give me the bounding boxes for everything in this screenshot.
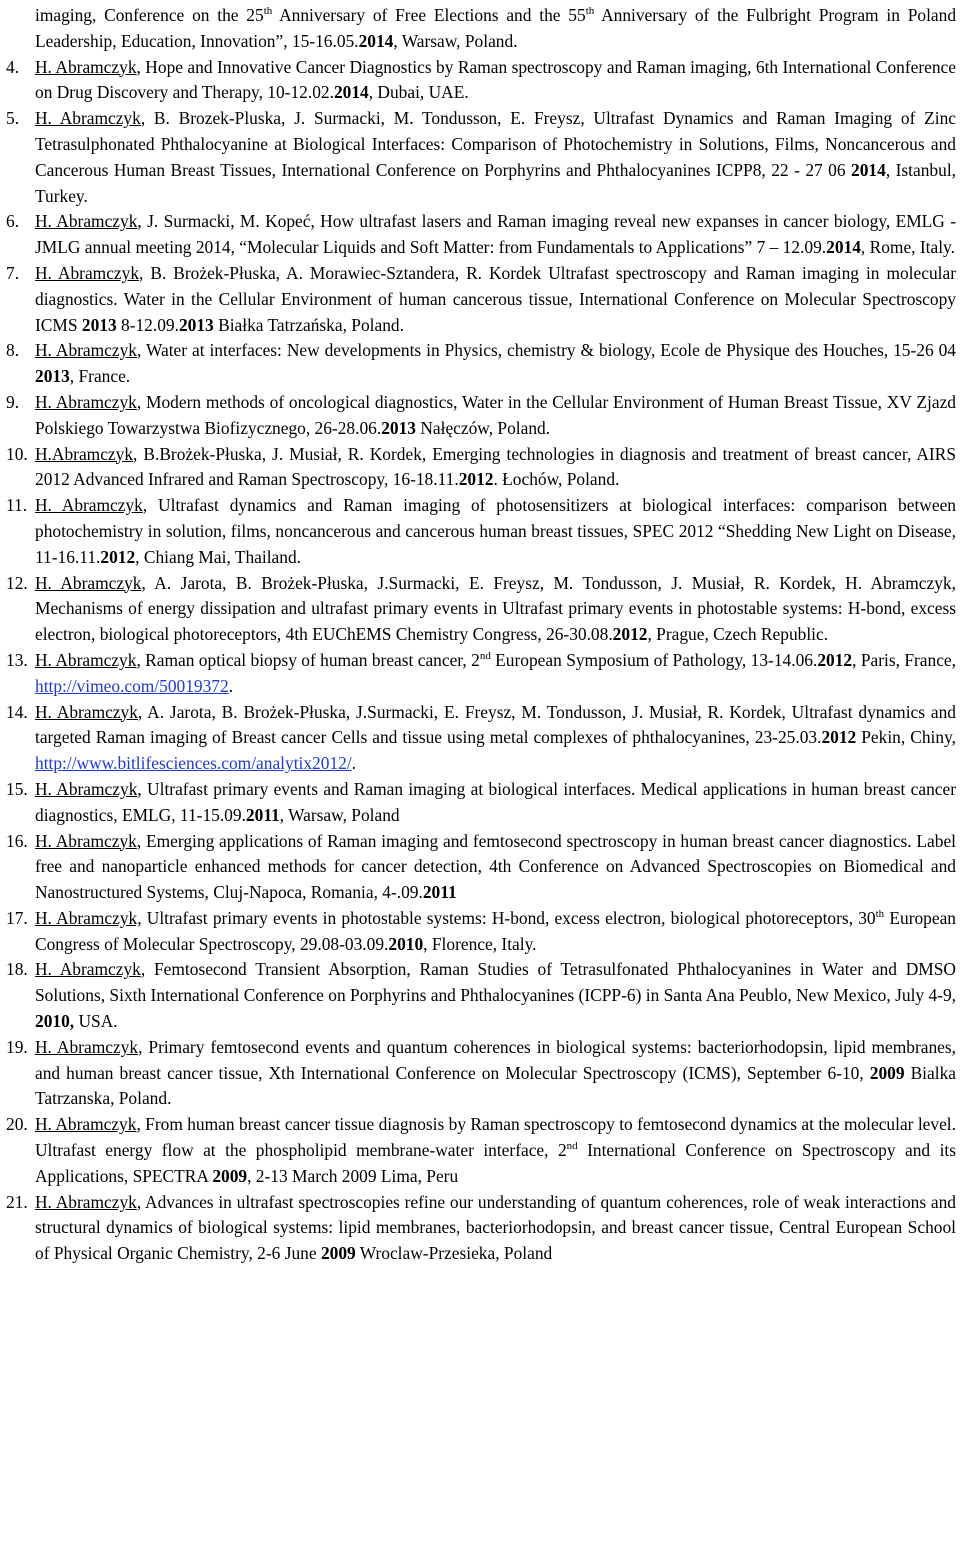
citation-text: Białka Tatrzańska, Poland. [213, 314, 404, 335]
url-link[interactable]: http://www.bitlifesciences.com/analytix2012/ [35, 753, 352, 774]
year: 2011 [422, 882, 457, 903]
citation-text: , B. Brozek-Pluska, J. Surmacki, M. Tondusson, E. Freysz, Ultrafast Dynamics and Raman Imaging of Zinc Tetrasulphonated Phthalocyanine at Biological Interfaces: Comparison of Photochemistry in Solutions, Films, Noncancerous and Cancerous Human Breast Tissues, International Conference on Porphyrins and Phthalocyanines ICPP8, 22 - 27 06 [35, 108, 956, 180]
citation-text: European Congress of Molecular Spectroscopy, 29.08-03.09. [35, 907, 957, 954]
list-item [6, 209, 956, 261]
list-item [6, 700, 956, 777]
year: 2014 [826, 237, 861, 258]
citation-text: , 2-13 March 2009 Lima, Peru [247, 1165, 459, 1186]
year: 2012 [821, 727, 857, 748]
citation-text: USA. [74, 1011, 118, 1032]
author-name: H. Abramczyk [35, 830, 137, 851]
author-name: H. Abramczyk [35, 108, 141, 129]
list-item [6, 442, 956, 494]
citation-text: Bialka Tatrzanska, Poland. [35, 1062, 956, 1109]
citation-text: , Femtosecond Transient Absorption, Raman Studies of Tetrasulfonated Phthalocyanines in Water and DMSO Solutions, Sixth International Conference on Porphyrins and Phthalocyanines (ICPP-6) in Santa Ana Peublo, New Mexico, July 4-9, [35, 959, 956, 1006]
item-number: 16. [6, 830, 28, 851]
citation-text: , France. [69, 366, 131, 387]
author-name: H. Abramczyk [35, 1191, 137, 1212]
citation-text: Wroclaw-Przesieka, Poland [355, 1243, 553, 1264]
author-name: H. Abramczyk [35, 959, 141, 980]
list-item [6, 777, 956, 829]
item-number: 20. [6, 1114, 28, 1135]
item-number: 12. [6, 572, 28, 593]
citation-text: , Modern methods of oncological diagnostics, Water in the Cellular Environment of Human Breast Tissue, XV Zjazd Polskiego Towarzystwa Biofizycznego, 26-28.06. [35, 391, 956, 438]
citation-text: . [228, 675, 234, 696]
author-name: H. Abramczyk [35, 649, 137, 670]
item-number: 21. [6, 1191, 28, 1212]
citation-text: , Advances in ultrafast spectroscopies refine our understanding of quantum coherences, role of weak interactions and structural dynamics of biological systems: lipid membranes, bacteriorhodopsin, and breast cancer tissue, Central European School of Physical Organic Chemistry, 2-6 June [35, 1191, 956, 1264]
author-name: H. Abramczyk [35, 340, 137, 361]
year: 2010, [35, 1011, 75, 1032]
citation-text: , Rome, Italy. [860, 237, 955, 258]
list-item [6, 1035, 956, 1112]
list-item [6, 906, 957, 958]
year: 2009 [320, 1243, 356, 1264]
citation-text: , Water at interfaces: New developments in Physics, chemistry & biology, Ecole de Physique des Houches, 15-26 04 [137, 340, 956, 361]
citation-text: , Warsaw, Poland. [393, 30, 518, 51]
citation-text: , Dubai, UAE. [368, 82, 469, 103]
item-number: 8. [6, 340, 20, 361]
year: 2009 [869, 1062, 905, 1083]
item-number: 14. [6, 701, 28, 722]
list-item [6, 957, 956, 1034]
year: 2013 [381, 417, 416, 438]
citation-text: European Symposium of Pathology, 13-14.06. [490, 649, 818, 670]
year: 2013 [178, 314, 214, 335]
item-number: 4. [6, 56, 20, 77]
author-name: H. Abramczyk [35, 391, 137, 412]
ordinal-suffix: nd [566, 1140, 578, 1153]
item-number: 7. [6, 262, 20, 283]
author-name: H. Abramczyk [35, 262, 140, 283]
citation-text: Anniversary of Free Elections and the 55 [272, 5, 586, 25]
citation-text: , Ultrafast dynamics and Raman imaging of photosensitizers at biological interfaces: comparison between photochemistry in solution, films, noncancerous and cancerous human breast tissues, SPEC 2012 “Shedding New Light on Disease, 11-16.11. [35, 495, 956, 567]
citation-text: , From human breast cancer tissue diagnosis by Raman spectroscopy to femtosecond dynamics at the molecular level. Ultrafast energy flow at the phospholipid membrane-water interface, 2 [35, 1114, 956, 1161]
year: 2013 [35, 366, 70, 387]
list-item [6, 390, 956, 442]
year: 2014 [851, 159, 886, 180]
item-number: 11. [6, 495, 28, 516]
list-item [6, 493, 956, 570]
year: 2014 [358, 30, 394, 51]
author-name: H.Abramczyk [35, 443, 134, 464]
publication-list [0, 3, 956, 1267]
ordinal-suffix: th [585, 5, 595, 18]
citation-text: , Prague, Czech Republic. [647, 624, 829, 645]
ordinal-suffix: th [263, 5, 273, 18]
author-name: H. Abramczyk [35, 56, 137, 77]
citation-text: , A. Jarota, B. Brożek-Płuska, J.Surmacki, E. Freysz, M. Tondusson, J. Musiał, R. Kordek, Ultrafast dynamics and targeted Raman imaging of Breast cancer Cells and tissue using metal complexes of phthalocyanines, 23-25.03. [35, 701, 956, 748]
item-number: 13. [6, 649, 28, 670]
list-item [6, 261, 956, 338]
citation-text: , J. Surmacki, M. Kopeć, How ultrafast lasers and Raman imaging reveal new expanses in cancer biology, EMLG - JMLG annual meeting 2014, “Molecular Liquids and Soft Matter: from Fundamentals to Applications” 7 – 12.09. [35, 211, 956, 258]
list-item [6, 829, 956, 906]
citation-text: , Paris, France, [852, 649, 956, 670]
list-item [6, 1190, 956, 1267]
citation-text: . [351, 753, 357, 774]
list-item [6, 338, 956, 390]
ordinal-suffix: nd [479, 650, 491, 663]
item-number: 19. [6, 1036, 28, 1057]
list-item [6, 1112, 957, 1189]
citation-text: International Conference on Spectroscopy and its Applications, SPECTRA [35, 1140, 957, 1186]
item-number: 18. [6, 959, 28, 980]
author-name: H. Abramczyk, [35, 907, 142, 928]
item-number: 10. [6, 443, 28, 464]
year: 2012 [817, 649, 853, 670]
citation-text: , Florence, Italy. [423, 933, 537, 954]
citation-text: , Emerging applications of Raman imaging and femtosecond spectroscopy in human breast cancer diagnostics. Label free and nanoparticle enhanced methods for cancer detection, 4th Conference on Advanced Spectroscopies on Biomedical and Nanostructured Systems, Cluj-Napoca, Romania, 4-.09. [35, 830, 956, 903]
citation-text: 8-12.09. [116, 314, 179, 335]
year: 2009 [212, 1165, 248, 1186]
citation-text: , Primary femtosecond events and quantum coherences in biological systems: bacteriorhodopsin, lipid membranes, and human breast cancer tissue, Xth International Conference on Molecular Spectroscopy (ICMS), September 6-10, [35, 1036, 956, 1083]
list-item [6, 106, 956, 209]
citation-text: , A. Jarota, B. Brożek-Płuska, J.Surmacki, E. Freysz, M. Tondusson, J. Musiał, R. Kordek, H. Abramczyk, Mechanisms of energy dissipation and ultrafast primary events in Ultrafast primary events in photostable systems: H-bond, excess electron, biological photoreceptors, 4th EUChEMS Chemistry Congress, 26-30.08. [35, 572, 956, 645]
year: 2013 [81, 314, 117, 335]
citation-text: . Łochów, Poland. [493, 469, 620, 490]
citation-text: , Warsaw, Poland [279, 804, 400, 825]
citation-text: , Ultrafast primary events and Raman imaging at biological interfaces. Medical applications in human breast cancer diagnostics, EMLG, 11-15.09. [35, 778, 956, 825]
author-name: H. Abramczyk [35, 778, 138, 799]
year: 2012 [458, 469, 494, 490]
item-number: 15. [6, 778, 28, 799]
citation-text: imaging, Conference on the 25 [35, 5, 264, 25]
citation-text: , Istanbul, Turkey. [35, 159, 956, 206]
citation-text: , Chiang Mai, Thailand. [135, 546, 301, 567]
author-name: H. Abramczyk [35, 495, 143, 516]
citation-text: , Hope and Innovative Cancer Diagnostics by Raman spectroscopy and Raman imaging, 6th International Conference on Drug Discovery and Therapy, 10-12.02. [35, 56, 956, 103]
citation-text: , B. Brożek-Płuska, A. Morawiec-Sztandera, R. Kordek Ultrafast spectroscopy and Raman imaging in molecular diagnostics. Water in the Cellular Environment of human cancerous tissue, International Conference on Molecular Spectroscopy ICMS [35, 262, 956, 335]
author-name: H. Abramczyk [35, 211, 138, 232]
year: 2012 [612, 624, 648, 645]
author-name: H. Abramczyk [35, 1114, 137, 1135]
year: 2011 [245, 804, 280, 825]
item-number: 5. [6, 108, 20, 129]
list-item [6, 571, 956, 648]
citation-text: Anniversary of the Fulbright Program in Poland Leadership, Education, Innovation”, 15-16.05. [35, 5, 957, 51]
author-name: H. Abramczyk [35, 572, 142, 593]
item-number: 9. [6, 391, 20, 412]
item-number: 6. [6, 211, 20, 232]
year: 2010 [388, 933, 424, 954]
author-name: H. Abramczyk [35, 701, 138, 722]
list-item-continuation [35, 3, 956, 55]
citation-text: , Raman optical biopsy of human breast cancer, 2 [136, 649, 480, 670]
citation-text: Nałęczów, Poland. [416, 417, 551, 438]
ordinal-suffix: th [875, 908, 885, 921]
year: 2014 [333, 82, 369, 103]
citation-text: Ultrafast primary events in photostable systems: H-bond, excess electron, biological photoreceptors, 30 [141, 907, 876, 928]
list-item [6, 648, 956, 700]
list-item [6, 55, 956, 107]
citation-text: , B.Brożek-Płuska, J. Musiał, R. Kordek, Emerging technologies in diagnosis and treatment of breast cancer, AIRS 2012 Advanced Infrared and Raman Spectroscopy, 16-18.11. [35, 443, 956, 490]
citation-text: Pekin, Chiny, [856, 727, 956, 748]
item-number: 17. [6, 907, 28, 928]
url-link[interactable]: http://vimeo.com/50019372 [35, 675, 229, 696]
year: 2012 [100, 546, 136, 567]
author-name: H. Abramczyk [35, 1036, 139, 1057]
